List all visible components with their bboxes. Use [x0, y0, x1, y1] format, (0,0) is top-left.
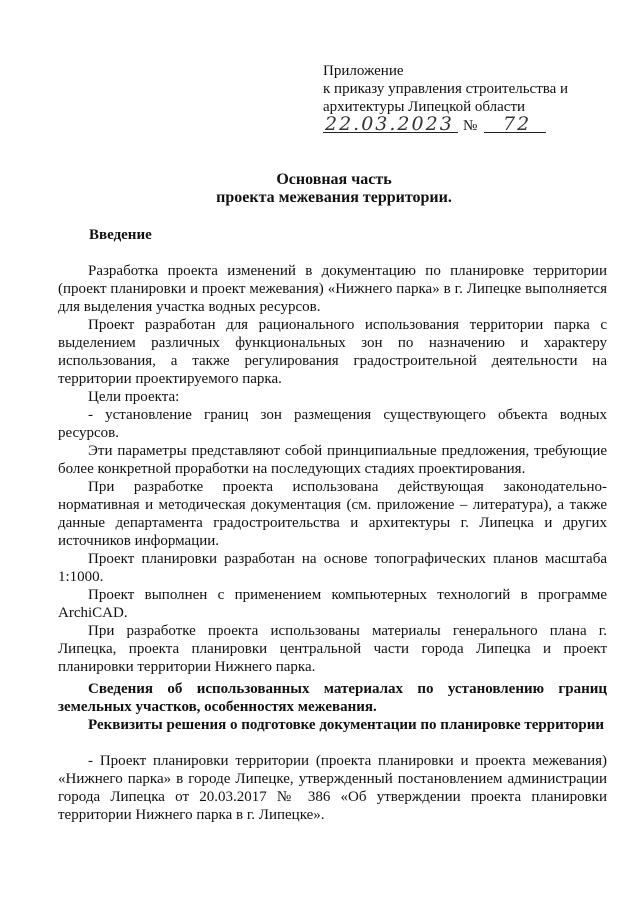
intro-heading: Введение — [89, 227, 152, 243]
handwritten-number: 72 — [503, 113, 532, 135]
handwritten-date: 22.03.2023 — [325, 113, 454, 135]
date-underline — [323, 132, 458, 133]
intro-paragraph: Проект выполнен с применением компьютерных технологий в программе ArchiCAD. — [58, 587, 607, 621]
appendix-block — [323, 62, 623, 136]
intro-body — [58, 262, 607, 676]
intro-paragraph: Цели проекта: — [88, 389, 180, 405]
document-title: Основная часть — [276, 171, 392, 188]
intro-paragraph: При разработке проекта использована действующая законодательно-нормативная и методическая документация (см. приложение – литература), а также данные департамента градостроительства и архитектуры г. Липецка и других источников информации. — [58, 479, 607, 549]
intro-paragraph: При разработке проекта использованы материалы генерального плана г. Липецка, проекта планировки центральной части города Липецка и проект планировки территории Нижнего парка. — [58, 623, 607, 675]
requisites-body — [58, 752, 607, 824]
requisites-heading: Реквизиты решения о подготовке документации по планировке территории — [88, 717, 605, 733]
intro-paragraph: Проект планировки разработан на основе топографических планов масштаба 1:1000. — [58, 551, 607, 585]
appendix-line-1: Приложение — [323, 63, 404, 79]
materials-heading: Сведения об использованных материалах по установлению границ земельных участков, особенностях межевания. — [58, 681, 607, 715]
appendix-line-3: архитектуры Липецкой области — [323, 99, 526, 115]
requisites-paragraph: - Проект планировки территории (проекта планировки и проекта межевания) «Нижнего парка» в городе Липецке, утвержденный постановлением администрации города Липецка от 20.03.2017 № 386 «Об утверждении проекта планировки территории Нижнего парка в г. Липецке». — [58, 753, 607, 823]
intro-paragraph: Проект разработан для рационального использования территории парка с выделением различных функциональных зон по назначению и характеру использования, а также регулирования градостроительной деятельности на территории проектируемого парка. — [58, 317, 607, 387]
intro-paragraph: Разработка проекта изменений в документацию по планировке территории (проект планировки и проект межевания) «Нижнего парка» в г. Липецке выполняется для выделения участка водных ресурсов. — [58, 263, 607, 315]
intro-paragraph: - установление границ зон размещения существующего объекта водных ресурсов. — [58, 407, 607, 441]
number-label: № — [463, 118, 478, 134]
appendix-line-2: к приказу управления строительства и — [323, 81, 569, 97]
document-subtitle: проекта межевания территории. — [216, 189, 452, 206]
intro-paragraph: Эти параметры представляют собой принципиальные предложения, требующие более конкретной проработки на последующих стадиях проектирования. — [58, 443, 607, 477]
order-date-number-row — [323, 113, 623, 136]
number-underline — [484, 132, 546, 133]
